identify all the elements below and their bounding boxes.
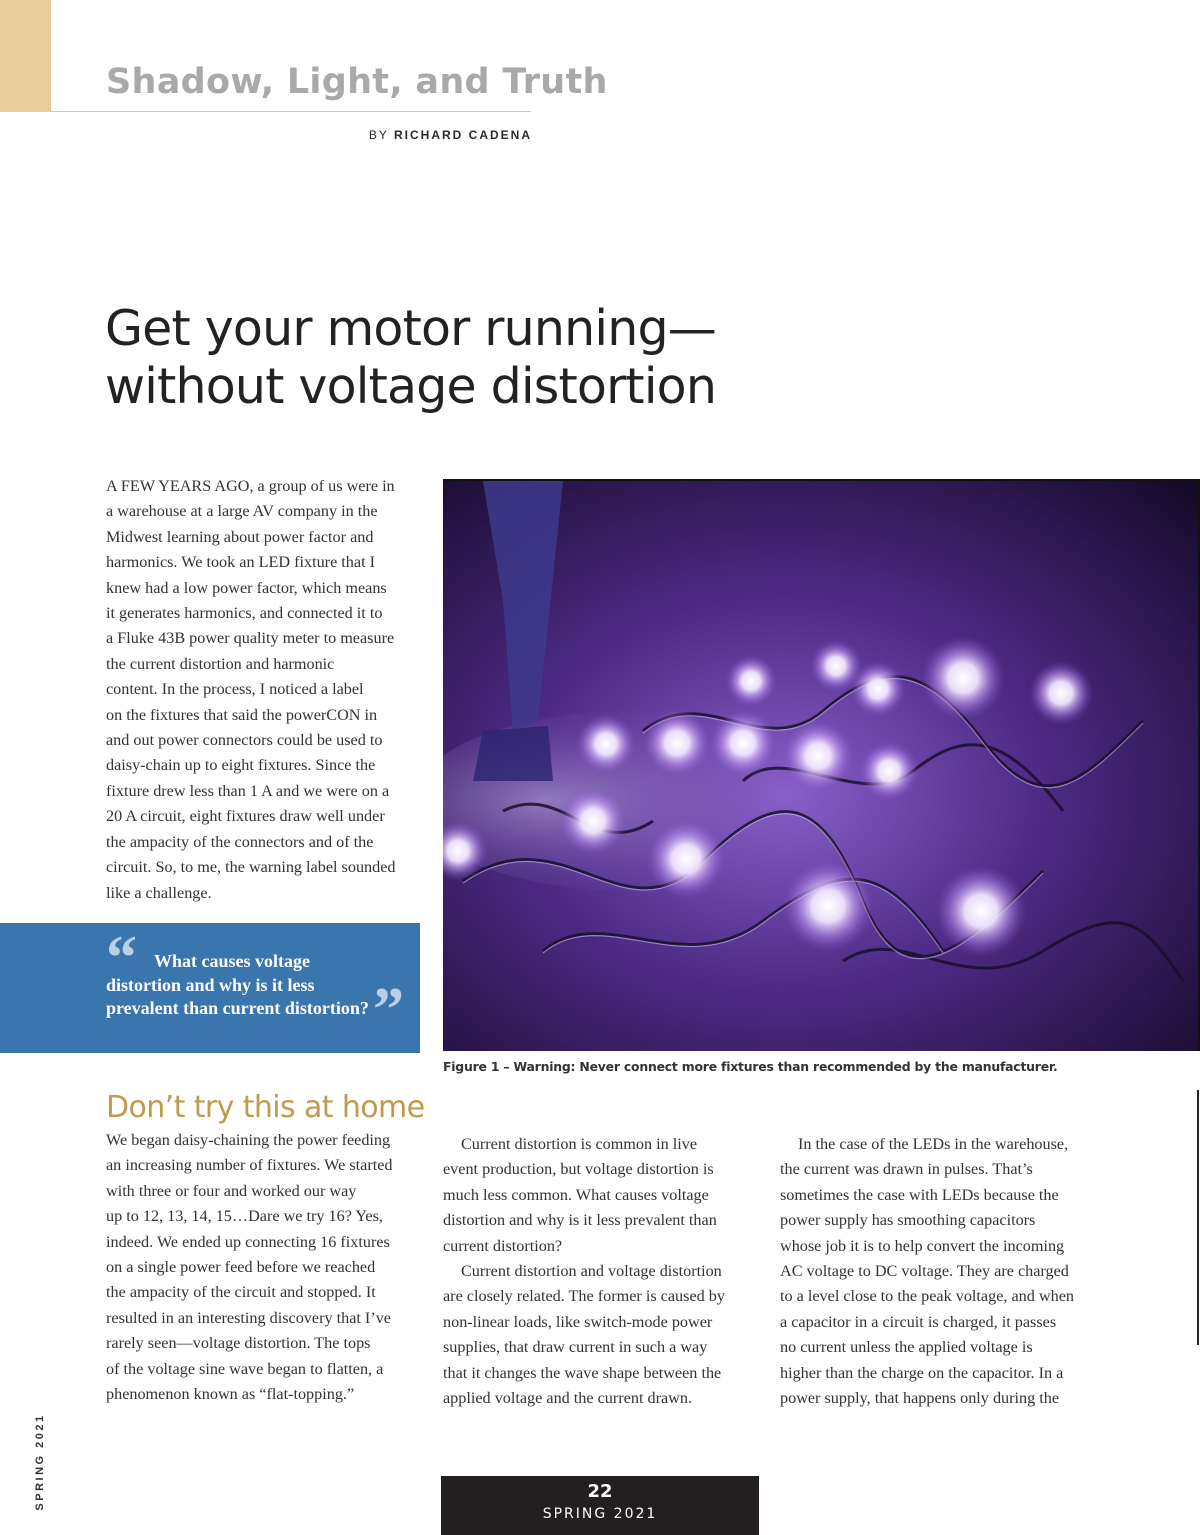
- text-line: of the voltage sine wave began to flatten, a: [106, 1359, 384, 1378]
- text-line: and out power connectors could be used to: [106, 731, 383, 750]
- byline-prefix: BY: [368, 128, 389, 142]
- body-column-1: [106, 1128, 426, 1407]
- pullquote-line: distortion and why is it less: [106, 974, 315, 995]
- text-line: AC voltage to DC voltage. They are charged: [780, 1262, 1069, 1281]
- pullquote-text: [106, 950, 406, 1021]
- text-line: 20 A circuit, eight fixtures draw well under: [106, 807, 385, 826]
- text-line: circuit. So, to me, the warning label sounded: [106, 858, 396, 877]
- section-tab: [0, 0, 51, 112]
- text-line: resulted in an interesting discovery that I’ve: [106, 1308, 391, 1327]
- text-line: Current distortion is common in live: [461, 1135, 698, 1153]
- text-line: it generates harmonics, and connected it to: [106, 604, 383, 623]
- text-line: fixture drew less than 1 A and we were on a: [106, 781, 390, 800]
- spine-issue-label: SPRING 2021: [34, 1413, 46, 1511]
- text-line: to a level close to the peak voltage, and when: [780, 1287, 1074, 1306]
- text-line: on a single power feed before we reached: [106, 1258, 376, 1277]
- text-line: In the case of the LEDs in the warehouse,: [798, 1135, 1069, 1153]
- text-line: non-linear loads, like switch-mode power: [443, 1312, 713, 1331]
- folio-box: [441, 1476, 759, 1535]
- text-line: on the fixtures that said the powerCON in: [106, 705, 378, 724]
- text-line: the current was drawn in pulses. That’s: [780, 1160, 1033, 1179]
- folio-issue: SPRING 2021: [542, 1506, 658, 1522]
- text-line: that it changes the wave shape between the: [443, 1363, 722, 1382]
- text-line: with three or four and worked our way: [106, 1181, 357, 1200]
- text-line: up to 12, 13, 14, 15…Dare we try 16? Yes,: [106, 1207, 383, 1226]
- text-line: phenomenon known as “flat-topping.”: [106, 1385, 355, 1404]
- text-line: a warehouse at a large AV company in the: [106, 502, 378, 521]
- text-line: daisy-chain up to eight fixtures. Since the: [106, 756, 376, 775]
- text-line: We began daisy-chaining the power feeding: [106, 1131, 391, 1149]
- text-line: higher than the charge on the capacitor. In a: [780, 1363, 1064, 1382]
- text-line: harmonics. We took an LED fixture that I: [106, 553, 376, 572]
- text-line: a capacitor in a circuit is charged, it passes: [780, 1312, 1057, 1331]
- body-column-3: [780, 1132, 1110, 1411]
- text-line: power supply, that happens only during the: [780, 1389, 1060, 1408]
- open-quote-mark: “: [106, 924, 137, 992]
- column-title: Shadow, Light, and Truth: [106, 62, 608, 102]
- article-headline: [105, 300, 805, 416]
- intro-paragraph: [106, 474, 426, 906]
- pullquote-line: What causes voltage: [154, 951, 310, 971]
- byline-author: RICHARD CADENA: [394, 128, 532, 142]
- led-fixtures-image: [443, 481, 1198, 1051]
- text-line: no current unless the applied voltage is: [780, 1338, 1033, 1357]
- text-line: Current distortion and voltage distortion: [461, 1262, 722, 1281]
- headline-line-2: without voltage distortion: [105, 358, 717, 415]
- text-line: distortion and why is it less prevalent than: [443, 1211, 717, 1230]
- margin-rule: [1197, 1090, 1199, 1345]
- header-rule: [51, 111, 531, 112]
- text-line: event production, but voltage distortion is: [443, 1160, 714, 1179]
- text-line: indeed. We ended up connecting 16 fixtures: [106, 1232, 390, 1251]
- text-line: power supply has smoothing capacitors: [780, 1211, 1036, 1230]
- text-line: much less common. What causes voltage: [443, 1185, 709, 1204]
- text-line: supplies, that draw current in such a way: [443, 1338, 708, 1357]
- text-line: the current distortion and harmonic: [106, 654, 335, 673]
- page-number: 22: [587, 1481, 613, 1502]
- text-line: are closely related. The former is caused by: [443, 1287, 725, 1306]
- text-line: the ampacity of the connectors and of the: [106, 832, 374, 851]
- byline: [369, 128, 532, 142]
- text-line: content. In the process, I noticed a label: [106, 680, 364, 699]
- text-line: knew had a low power factor, which means: [106, 578, 387, 597]
- text-line: Midwest learning about power factor and: [106, 527, 374, 546]
- text-line: current distortion?: [443, 1236, 563, 1255]
- body-column-2: [443, 1132, 763, 1411]
- text-line: a Fluke 43B power quality meter to measure: [106, 629, 395, 648]
- text-line: A FEW YEARS AGO, a group of us were in: [106, 477, 395, 495]
- text-line: an increasing number of fixtures. We started: [106, 1156, 393, 1175]
- headline-line-1: Get your motor running—: [105, 300, 716, 357]
- text-line: like a challenge.: [106, 883, 212, 902]
- text-line: the ampacity of the circuit and stopped. It: [106, 1283, 376, 1302]
- figure-1-photo: [443, 479, 1200, 1051]
- text-line: whose job it is to help convert the incoming: [780, 1236, 1065, 1255]
- figure-caption: Figure 1 – Warning: Never connect more fixtures than recommended by the manufacturer.: [443, 1059, 1058, 1074]
- pullquote-line: prevalent than current distortion?: [106, 998, 369, 1018]
- text-line: sometimes the case with LEDs because the: [780, 1185, 1059, 1204]
- close-quote-mark: ”: [373, 976, 404, 1044]
- text-line: rarely seen—voltage distortion. The tops: [106, 1334, 371, 1353]
- section-subhead: Don’t try this at home: [106, 1090, 425, 1125]
- text-line: applied voltage and the current drawn.: [443, 1389, 693, 1408]
